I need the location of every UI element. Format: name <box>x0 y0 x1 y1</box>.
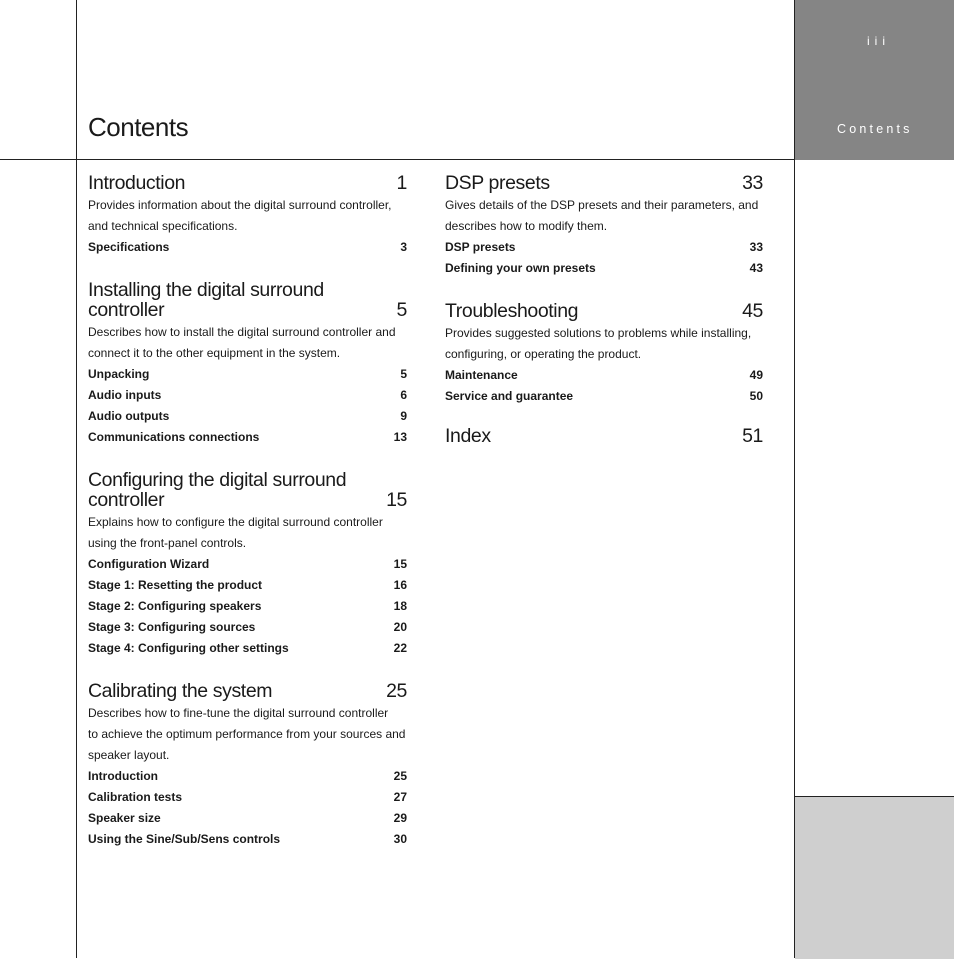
chapter-title: Troubleshooting <box>445 300 579 322</box>
toc-entry[interactable] <box>445 426 763 446</box>
subsection-page: 22 <box>393 641 407 655</box>
subsection-page: 33 <box>749 240 763 254</box>
subsection-label: Maintenance <box>445 368 518 382</box>
toc-entry[interactable] <box>88 277 407 448</box>
subsection-item[interactable] <box>88 237 407 258</box>
chapter-page: 51 <box>742 425 763 447</box>
description-line: Provides suggested solutions to problems while installing, <box>445 326 752 340</box>
chapter-title: Introduction <box>88 172 186 194</box>
toc-right-column <box>445 170 763 465</box>
subsection-item[interactable] <box>88 617 407 638</box>
chapter-description <box>445 193 763 237</box>
subsection-item[interactable] <box>445 365 763 386</box>
subsection-item[interactable] <box>88 787 407 808</box>
subsection-label: Introduction <box>88 769 158 783</box>
subsection-label: Stage 4: Configuring other settings <box>88 641 289 655</box>
subsection-item[interactable] <box>88 554 407 575</box>
description-line: Describes how to fine-tune the digital surround controller <box>88 706 389 720</box>
description-line: and technical specifications. <box>88 219 238 233</box>
chapter-page: 15 <box>386 489 407 511</box>
description-line: to achieve the optimum performance from your sources and <box>88 727 406 741</box>
description-line: Gives details of the DSP presets and their parameters, and <box>445 198 759 212</box>
subsection-label: Speaker size <box>88 811 161 825</box>
description-line: using the front-panel controls. <box>88 536 247 550</box>
description-line: Explains how to configure the digital surround controller <box>88 515 383 529</box>
subsection-label: Defining your own presets <box>445 261 596 275</box>
description-line: describes how to modify them. <box>445 219 608 233</box>
toc-entry[interactable] <box>88 467 407 659</box>
subsection-item[interactable] <box>88 575 407 596</box>
subsection-label: DSP presets <box>445 240 516 254</box>
subsection-page: 49 <box>749 368 763 382</box>
subsection-page: 15 <box>393 557 407 571</box>
chapter-description <box>88 701 407 766</box>
subsection-page: 18 <box>393 599 407 613</box>
page-title: Contents <box>88 112 189 142</box>
chapter-heading[interactable] <box>445 426 763 446</box>
chapter-heading[interactable] <box>445 298 763 321</box>
subsection-item[interactable] <box>88 808 407 829</box>
subsection-item[interactable] <box>88 638 407 659</box>
subsection-label: Unpacking <box>88 367 150 381</box>
subsection-page: 13 <box>393 430 407 444</box>
header-rule <box>0 159 794 160</box>
chapter-description <box>88 510 407 554</box>
chapter-page: 45 <box>742 300 763 322</box>
subsection-label: Stage 3: Configuring sources <box>88 620 256 634</box>
chapter-heading[interactable] <box>88 467 407 510</box>
toc-left-column <box>88 170 407 869</box>
subsection-label: Using the Sine/Sub/Sens controls <box>88 832 281 846</box>
chapter-heading[interactable] <box>88 277 407 320</box>
subsection-page: 9 <box>400 409 407 423</box>
description-line: connect it to the other equipment in the system. <box>88 346 341 360</box>
subsection-label: Calibration tests <box>88 790 183 804</box>
chapter-title: DSP presets <box>445 172 550 194</box>
chapter-page: 5 <box>396 299 407 321</box>
thumb-tab-lower <box>795 796 954 959</box>
chapter-description <box>88 320 407 364</box>
chapter-page: 25 <box>386 680 407 702</box>
subsection-label: Stage 2: Configuring speakers <box>88 599 262 613</box>
section-tab-label: Contents <box>837 122 913 136</box>
subsection-page: 25 <box>393 769 407 783</box>
subsection-page: 3 <box>400 240 407 254</box>
chapter-heading[interactable] <box>88 678 407 701</box>
subsection-label: Specifications <box>88 240 170 254</box>
subsection-label: Service and guarantee <box>445 389 574 403</box>
subsection-page: 6 <box>400 388 407 402</box>
subsection-item[interactable] <box>88 364 407 385</box>
subsection-page: 5 <box>400 367 407 381</box>
toc-entry[interactable] <box>445 298 763 407</box>
subsection-label: Configuration Wizard <box>88 557 210 571</box>
toc-entry[interactable] <box>445 170 763 279</box>
subsection-item[interactable] <box>88 829 407 850</box>
chapter-title: Installing the digital surround controller <box>88 279 324 321</box>
chapter-title: Configuring the digital surround controller <box>88 469 347 511</box>
subsection-page: 27 <box>393 790 407 804</box>
left-margin-rule <box>76 0 77 958</box>
subsection-item[interactable] <box>88 385 407 406</box>
subsection-item[interactable] <box>88 766 407 787</box>
subsection-label: Audio inputs <box>88 388 162 402</box>
subsection-page: 30 <box>393 832 407 846</box>
toc-entry[interactable] <box>88 170 407 258</box>
subsection-item[interactable] <box>88 406 407 427</box>
chapter-page: 33 <box>742 172 763 194</box>
description-line: speaker layout. <box>88 748 170 762</box>
chapter-description <box>88 193 407 237</box>
chapter-title: Index <box>445 425 491 447</box>
subsection-page: 20 <box>393 620 407 634</box>
subsection-item[interactable] <box>88 427 407 448</box>
chapter-heading[interactable] <box>445 170 763 193</box>
chapter-description <box>445 321 763 365</box>
description-line: configuring, or operating the product. <box>445 347 642 361</box>
subsection-label: Communications connections <box>88 430 260 444</box>
section-tab <box>795 0 954 160</box>
subsection-page: 16 <box>393 578 407 592</box>
subsection-page: 29 <box>393 811 407 825</box>
chapter-title: Calibrating the system <box>88 680 273 702</box>
description-line: Describes how to install the digital surround controller and <box>88 325 396 339</box>
subsection-item[interactable] <box>88 596 407 617</box>
page-number: iii <box>867 34 890 48</box>
toc-entry[interactable] <box>88 678 407 850</box>
subsection-item[interactable] <box>445 237 763 258</box>
subsection-page: 43 <box>749 261 763 275</box>
chapter-heading[interactable] <box>88 170 407 193</box>
subsection-label: Audio outputs <box>88 409 170 423</box>
subsection-label: Stage 1: Resetting the product <box>88 578 263 592</box>
subsection-item[interactable] <box>445 386 763 407</box>
subsection-page: 50 <box>749 389 763 403</box>
description-line: Provides information about the digital surround controller, <box>88 198 392 212</box>
chapter-page: 1 <box>396 172 407 194</box>
subsection-item[interactable] <box>445 258 763 279</box>
